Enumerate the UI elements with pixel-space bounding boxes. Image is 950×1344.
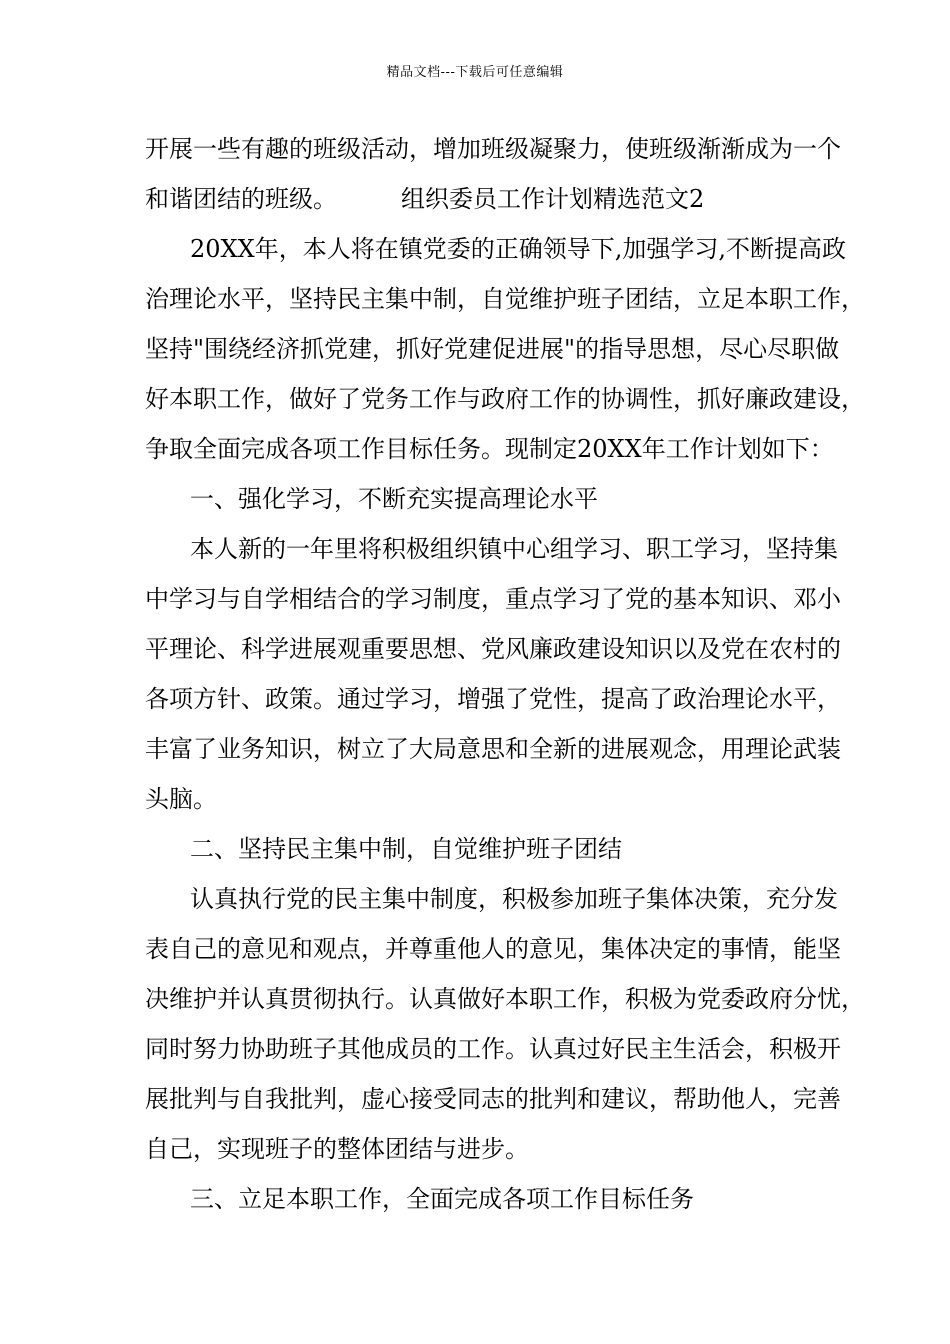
- paragraph-line: 自己，实现班子的整体团结与进步。: [145, 1135, 529, 1163]
- document-body: [145, 131, 865, 1231]
- section-title: 组织委员工作计划精选范文2: [401, 185, 705, 213]
- paragraph-line: 和谐团结的班级。: [145, 185, 337, 213]
- paragraph-line-with-title: [145, 181, 825, 231]
- section-heading: 二、坚持民主集中制，自觉维护班子团结: [190, 835, 622, 863]
- paragraph-line: 丰富了业务知识，树立了大局意思和全新的进展观念，用理论武装: [145, 735, 841, 763]
- paragraph-line: 各项方针、政策。通过学习，增强了党性，提高了政治理论水平，: [145, 685, 841, 713]
- paragraph-line: 表自己的意见和观点，并尊重他人的意见，集体决定的事情，能坚: [145, 935, 841, 963]
- paragraph-line: 坚持"围绕经济抓党建，抓好党建促进展"的指导思想，尽心尽职做: [145, 335, 840, 363]
- paragraph-line: 头脑。: [145, 785, 217, 813]
- paragraph-line: 治理论水平，坚持民主集中制，自觉维护班子团结，立足本职工作，: [145, 285, 865, 313]
- paragraph-line: 中学习与自学相结合的学习制度，重点学习了党的基本知识、邓小: [145, 585, 841, 613]
- paragraph-line: 展批判与自我批判，虚心接受同志的批判和建议，帮助他人，完善: [145, 1085, 841, 1113]
- paragraph-line: 认真执行党的民主集中制度，积极参加班子集体决策，充分发: [190, 885, 838, 913]
- paragraph-line: 争取全面完成各项工作目标任务。现制定20XX年工作计划如下：: [145, 435, 834, 463]
- section-heading: 一、强化学习，不断充实提高理论水平: [190, 485, 598, 513]
- paragraph-line: 决维护并认真贯彻执行。认真做好本职工作，积极为党委政府分忧，: [145, 985, 865, 1013]
- paragraph-line: 同时努力协助班子其他成员的工作。认真过好民主生活会，积极开: [145, 1035, 841, 1063]
- paragraph-line: 好本职工作，做好了党务工作与政府工作的协调性，抓好廉政建设，: [145, 385, 865, 413]
- page-header: 精品文档---下载后可任意编辑: [386, 65, 564, 80]
- paragraph-line: 本人新的一年里将积极组织镇中心组学习、职工学习，坚持集: [190, 535, 838, 563]
- section-heading: 三、立足本职工作，全面完成各项工作目标任务: [190, 1185, 694, 1213]
- paragraph-line: 开展一些有趣的班级活动，增加班级凝聚力，使班级渐渐成为一个: [145, 135, 841, 163]
- paragraph-line: 20XX年，本人将在镇党委的正确领导下,加强学习,不断提高政: [190, 235, 846, 263]
- paragraph-line: 平理论、科学进展观重要思想、党风廉政建设知识以及党在农村的: [145, 635, 841, 663]
